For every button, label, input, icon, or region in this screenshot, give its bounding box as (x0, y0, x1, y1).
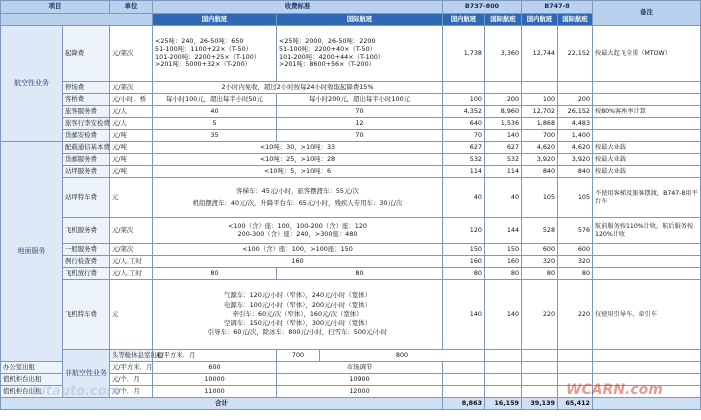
total-b747-domestic: 39,139 (522, 398, 558, 410)
b747-domestic-value: 3,920 (522, 154, 558, 166)
table-row-baggage-security (1, 118, 701, 130)
fee-line: 200-300（含）座：240，>300座：480 (237, 229, 358, 238)
b737-international-value (522, 350, 558, 362)
b747-international-value: 200 (558, 94, 593, 106)
b747-domestic-value: 528 (522, 218, 558, 244)
table-row-passenger-service (1, 106, 701, 118)
watermark-left: bitauto.com (32, 384, 121, 399)
b737-international-value: 627 (485, 142, 522, 154)
fee-line: 牵引车：60元/次（窄体），160元/次（宽体） (232, 309, 363, 318)
fee-line: <100（含）座：100，100-200（含）座：120 (228, 221, 367, 230)
table-row-takeoff (1, 26, 701, 82)
fee-standard (153, 178, 443, 218)
b737-domestic-value: 4,352 (443, 106, 485, 118)
b747-domestic-value: 4,620 (522, 142, 558, 154)
item-name: 配载通信基本费 (63, 142, 110, 154)
table-row-bridge (1, 94, 701, 106)
b747-international-value: 4,483 (558, 118, 593, 130)
b737-domestic-value (485, 350, 522, 362)
total-b737-international: 16,159 (485, 398, 522, 410)
b737-domestic-value: 100 (443, 94, 485, 106)
b737-domestic-value: 40 (443, 178, 485, 218)
b747-domestic-value: 700 (522, 130, 558, 142)
b747-domestic-value (522, 82, 558, 94)
header-b747-domestic: 国内航班 (522, 14, 558, 26)
remark: 不使用客梯及旅客摆渡，B747-8用平台车 (593, 178, 701, 218)
b747-international-value: 320 (558, 256, 593, 268)
remark (593, 268, 701, 280)
international-fee: 10900 (277, 374, 443, 386)
fee-line: 101-200吨：2200+25×（T-100） (155, 52, 261, 61)
b737-international-value: 80 (485, 268, 522, 280)
b737-domestic-value: 150 (443, 244, 485, 256)
b747-international-value (558, 374, 593, 386)
remark (593, 118, 701, 130)
domestic-fee: 5 (153, 118, 277, 130)
category-ground: 地面服务 (1, 142, 63, 362)
remark: 按最大业载 (593, 154, 701, 166)
remark: 按80%客座率计算 (593, 106, 701, 118)
international-fee: 80 (277, 268, 443, 280)
table-row-load-comm (1, 142, 701, 154)
fee-line: 空调车：150元/小时（窄体），300元/小时（宽体） (224, 319, 371, 328)
b747-international-value: 840 (558, 166, 593, 178)
b737-domestic-value (443, 82, 485, 94)
domestic-fee: 40 (153, 106, 277, 118)
b737-domestic-value (443, 362, 485, 374)
international-fee: 70 (277, 106, 443, 118)
b747-domestic-value: 105 (522, 178, 558, 218)
remark (593, 362, 701, 374)
b747-international-value: 3,920 (558, 154, 593, 166)
b737-international-value: 140 (485, 130, 522, 142)
table-row-apron-service (1, 166, 701, 178)
b737-international-value: 200 (485, 94, 522, 106)
item-name: 货邮服务费 (63, 154, 110, 166)
b737-international-value: 160 (485, 256, 522, 268)
b737-domestic-value: 160 (443, 256, 485, 268)
remark: 仅使用引导车、牵引车 (593, 280, 701, 350)
international-fee: 800 (320, 350, 485, 362)
total-label: 合计 (1, 398, 443, 410)
header-item: 项目 (1, 1, 110, 14)
b737-domestic-value: 140 (443, 280, 485, 350)
header-remarks: 备注 (593, 1, 701, 26)
remark (593, 244, 701, 256)
b747-international-value (558, 386, 593, 398)
b747-domestic-value: 840 (522, 166, 558, 178)
item-name: 一般服务费 (63, 244, 110, 256)
header-b737-international: 国际航班 (485, 14, 522, 26)
fee-line: >201吨：5000+32×（T-200） (155, 60, 252, 69)
header-blank (1, 14, 153, 26)
item-unit: 元/小时．桥 (110, 94, 153, 106)
b747-domestic-value: 12,702 (522, 106, 558, 118)
fee-line: 51-100吨：2200+40×（T-50） (279, 44, 377, 53)
b747-international-value (593, 350, 701, 362)
item-unit: 元/架次 (110, 26, 153, 82)
table-row-routine-check (1, 256, 701, 268)
header-unit: 单位 (110, 1, 153, 14)
b747-international-value: 220 (558, 280, 593, 350)
header-b747-international: 国际航班 (558, 14, 593, 26)
b737-domestic-value: 1,738 (443, 26, 485, 82)
b737-international-value (485, 374, 522, 386)
domestic-fee: 35 (153, 130, 277, 142)
item-name: 站坪特车费 (63, 178, 110, 218)
item-unit: 元/人.工时 (110, 256, 153, 268)
b737-international-value: 1,536 (485, 118, 522, 130)
table-row-total (1, 398, 701, 410)
b747-international-value: 105 (558, 178, 593, 218)
fee-standard: <10吨：25，>10吨：28 (153, 154, 443, 166)
b737-domestic-value: 640 (443, 118, 485, 130)
b737-international-value (485, 362, 522, 374)
category-airworthiness: 航空性业务 (1, 26, 63, 142)
international-fee: 市场调节 (277, 362, 443, 374)
header-international: 国际航班 (277, 14, 443, 26)
b737-domestic-value: 114 (443, 166, 485, 178)
b737-international-value (485, 82, 522, 94)
domestic-fee: 700 (277, 350, 320, 362)
item-unit: 元/吨 (110, 130, 153, 142)
total-remark (593, 398, 701, 410)
total-b747-international: 65,412 (558, 398, 593, 410)
b747-international-value: 80 (558, 268, 593, 280)
table-row-special-vehicle (1, 280, 701, 350)
b737-domestic-value: 532 (443, 154, 485, 166)
item-name: 飞机放行费 (63, 268, 110, 280)
fee-line: 51-100吨：1100+22×（T-50） (155, 44, 253, 53)
b737-international-value: 140 (485, 280, 522, 350)
table-row-lounge-rent (1, 350, 701, 362)
international-fee: 70 (277, 130, 443, 142)
category-non-airworthiness: 非航空性业务 (63, 350, 110, 398)
item-unit: 元/个．月 (110, 374, 153, 386)
b747-international-value: 22,152 (558, 26, 593, 82)
item-unit: 元/人 (110, 106, 153, 118)
item-unit: 元/平方米．月 (153, 350, 277, 362)
item-name: 办公室出租 (1, 362, 63, 374)
remark: 按最大业载 (593, 166, 701, 178)
domestic-fee: 11000 (153, 386, 277, 398)
total-b737-domestic: 8,863 (443, 398, 485, 410)
table-row-general-service (1, 244, 701, 256)
b747-international-value: 26,152 (558, 106, 593, 118)
item-unit: 元 (110, 178, 153, 218)
international-fee: 每小时200元，超出每半小时100元 (277, 94, 443, 106)
header-b737: B737-800 (443, 1, 522, 14)
item-name: 客桥费 (63, 94, 110, 106)
b737-international-value: 40 (485, 178, 522, 218)
header-domestic: 国内航班 (153, 14, 277, 26)
b747-international-value: 1,400 (558, 130, 593, 142)
table-row-parking (1, 82, 701, 94)
item-unit: 元/个．月 (110, 386, 153, 398)
table-row-cargo-security (1, 130, 701, 142)
fee-line: >201吨：8600+56×（T-200） (279, 60, 376, 69)
item-unit: 元/吨 (110, 166, 153, 178)
b747-international-value (558, 362, 593, 374)
item-unit: 元/平方米．月 (110, 362, 153, 374)
item-unit: 元/架次 (110, 218, 153, 244)
item-unit: 元/吨 (110, 154, 153, 166)
fee-line: <25吨：240，26-50吨：650 (155, 37, 244, 46)
b747-domestic-value: 1,868 (522, 118, 558, 130)
b737-international-value: 8,960 (485, 106, 522, 118)
item-name: 值机柜台出租 (1, 386, 63, 398)
international-fee (277, 26, 443, 82)
b747-domestic-value: 12,744 (522, 26, 558, 82)
b737-domestic-value: 120 (443, 218, 485, 244)
b737-domestic-value: 627 (443, 142, 485, 154)
table-row-release (1, 268, 701, 280)
b737-domestic-value (443, 374, 485, 386)
item-name: 起降费 (63, 26, 110, 82)
item-unit: 元/架次 (110, 244, 153, 256)
header-b747: B747-8 (522, 1, 593, 14)
b737-international-value: 150 (485, 244, 522, 256)
table-row-apron-vehicle (1, 178, 701, 218)
item-name: 值机柜台出租 (1, 374, 63, 386)
table-row-aircraft-service (1, 218, 701, 244)
remark (593, 82, 701, 94)
fee-standard: <10吨：5，>10吨：6 (153, 166, 443, 178)
item-unit: 元/架次 (110, 82, 153, 94)
item-name: 旅客行李安检费 (63, 118, 110, 130)
remark: 按最大起飞全重（MTOW） (593, 26, 701, 82)
b747-domestic-value (522, 374, 558, 386)
fee-standard (153, 218, 443, 244)
b747-domestic-value: 220 (522, 280, 558, 350)
b737-international-value: 532 (485, 154, 522, 166)
b737-international-value: 114 (485, 166, 522, 178)
fee-standard: <10吨：30，>10吨：33 (153, 142, 443, 154)
remark: 按最大业载 (593, 142, 701, 154)
item-unit: 元 (110, 280, 153, 350)
item-name: 飞机服务费 (63, 218, 110, 244)
table-row-cargo-service (1, 154, 701, 166)
b747-international-value: 576 (558, 218, 593, 244)
b747-domestic-value: 80 (522, 268, 558, 280)
item-unit: 元/人 (110, 118, 153, 130)
b747-domestic-value (522, 386, 558, 398)
b747-domestic-value: 100 (522, 94, 558, 106)
b737-international-value: 144 (485, 218, 522, 244)
fee-line: 电源车：100元/小时（窄体），200元/小时（宽体） (224, 300, 371, 309)
fee-standard: 160 (153, 256, 443, 268)
header-b737-domestic: 国内航班 (443, 14, 485, 26)
domestic-fee (153, 26, 277, 82)
remark (593, 130, 701, 142)
b747-domestic-value: 320 (522, 256, 558, 268)
item-name: 飞机特车费 (63, 280, 110, 350)
remark (593, 386, 701, 398)
b737-domestic-value: 80 (443, 268, 485, 280)
fee-standard: <100（含）座：100，>100座：150 (153, 244, 443, 256)
b747-domestic-value (522, 362, 558, 374)
fee-line: 客梯车：45元/小时，旅客摆渡车：55元/次 (236, 186, 359, 195)
b747-international-value (558, 82, 593, 94)
fee-standard (153, 280, 443, 350)
b737-domestic-value: 70 (443, 130, 485, 142)
watermark-right: WCARN.com (566, 382, 663, 398)
domestic-fee: 每小时100元，超出每半小时50元 (153, 94, 277, 106)
fee-line: 引导车：60元/次，除冰车：800元/小时，扫雪车：500元/小时 (207, 328, 388, 337)
remark (593, 256, 701, 268)
remark: 航前服务按110%计收，航后服务按120%计收 (593, 218, 701, 244)
international-fee: 12 (277, 118, 443, 130)
item-name: 头等舱休息室出租 (110, 350, 153, 362)
domestic-fee: 600 (153, 362, 277, 374)
remark (593, 94, 701, 106)
fee-standard: 2小时内免收，超过2小时按每24小时收取起降费15% (153, 82, 443, 94)
item-unit: 元/吨 (110, 142, 153, 154)
item-name: 停场费 (63, 82, 110, 94)
item-name: 货邮安检费 (63, 130, 110, 142)
remark (593, 374, 701, 386)
b747-domestic-value: 600 (522, 244, 558, 256)
b747-international-value: 600 (558, 244, 593, 256)
b737-international-value: 3,360 (485, 26, 522, 82)
b747-domestic-value (558, 350, 593, 362)
b747-international-value: 4,620 (558, 142, 593, 154)
fee-line: 机组摆渡车：40元/次，升降平台车：65元/小时，残疾人专用车：30元/次 (192, 198, 403, 207)
fee-line: 101-200吨：4200+44×（T-100） (279, 52, 385, 61)
header-row-1 (1, 1, 701, 14)
item-name: 旅客服务费 (63, 106, 110, 118)
b737-international-value (485, 386, 522, 398)
header-fee-standard: 收费标准 (153, 1, 443, 14)
item-unit: 元/人.工时 (110, 268, 153, 280)
fee-line: <25吨：2000，26-50吨：2200 (279, 37, 376, 46)
item-name: 站坪服务费 (63, 166, 110, 178)
domestic-fee: 80 (153, 268, 277, 280)
international-fee: 12000 (277, 386, 443, 398)
domestic-fee: 10000 (153, 374, 277, 386)
fee-line: 气源车：120元/小时（窄体），240元/小时（宽体） (224, 291, 371, 300)
b737-domestic-value (443, 386, 485, 398)
item-name: 例行检查费 (63, 256, 110, 268)
